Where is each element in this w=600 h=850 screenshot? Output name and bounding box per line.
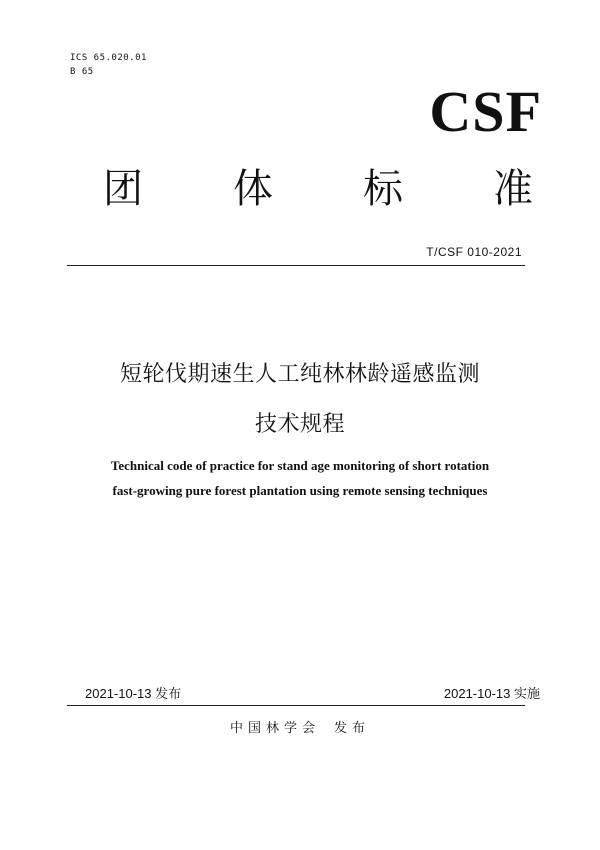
document-type-char: 标 [363, 166, 403, 212]
document-type [98, 164, 538, 214]
top-divider [67, 265, 525, 266]
bottom-divider [67, 705, 525, 706]
publisher-org: 中国林学会 [229, 721, 320, 736]
document-type-char: 准 [493, 166, 533, 212]
csf-logo: CSF [429, 79, 542, 144]
document-type-char: 团 [103, 166, 143, 212]
chinese-title-line-2: 技术规程 [254, 412, 345, 437]
document-type-char: 体 [233, 166, 273, 212]
english-title-line-2: fast-growing pure forest plantation using remote sensing techniques [112, 483, 488, 498]
standard-number: T/CSF 010-2021 [426, 245, 522, 259]
ics-code: ICS 65.020.01 [70, 53, 147, 63]
issue-date: 2021-10-13 发布 [85, 686, 182, 701]
ccs-code: B 65 [70, 67, 94, 77]
publisher-action: 发布 [334, 721, 371, 736]
publisher [0, 720, 600, 738]
english-title-line-1: Technical code of practice for stand age monitoring of short rotation [110, 458, 490, 473]
chinese-title-line-1: 短轮伐期速生人工纯林林龄遥感监测 [119, 362, 480, 387]
implementation-date: 2021-10-13 实施 [443, 686, 540, 701]
